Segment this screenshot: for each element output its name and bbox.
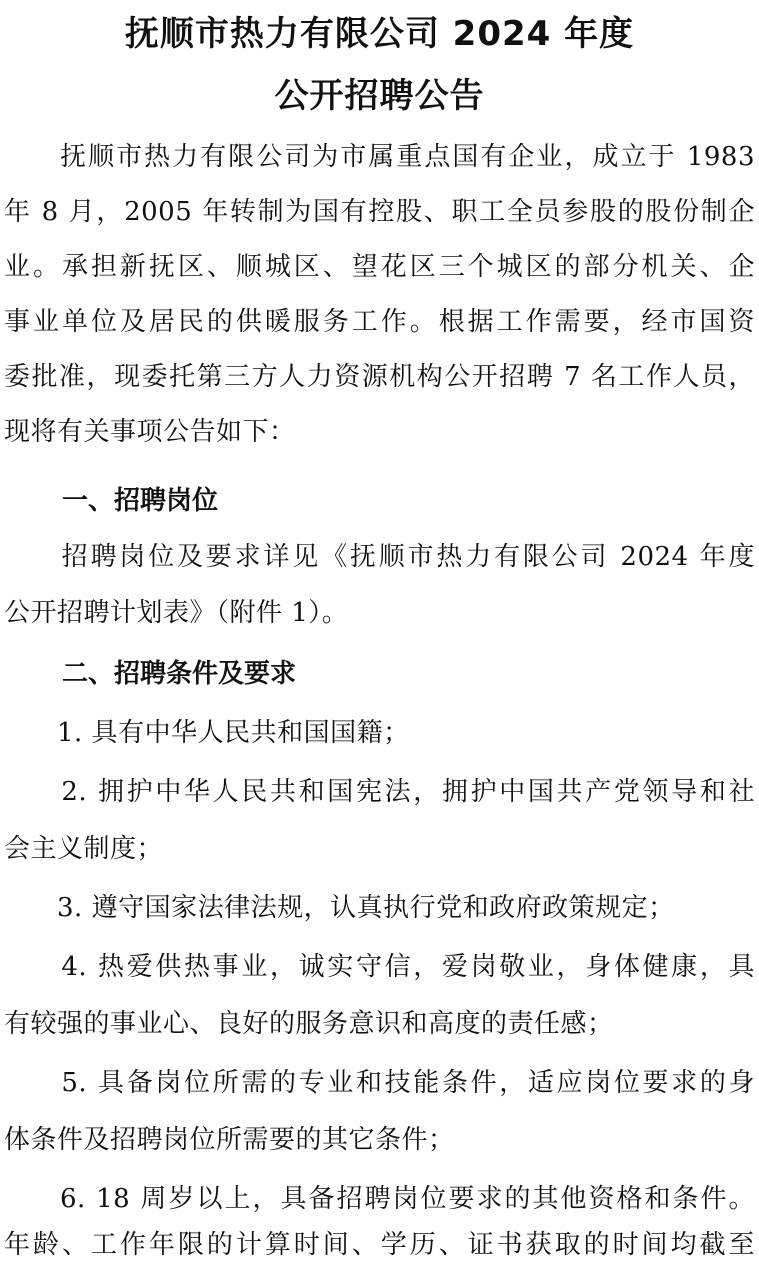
intro-line-6: 现将有关事项公告如下：	[4, 417, 296, 447]
requirement-4-line-2: 有较强的事业心、良好的服务意识和高度的责任感；	[4, 1009, 614, 1039]
section-heading-positions: 一、招聘岗位	[62, 486, 219, 516]
intro-line-3: 业。承担新抚区、顺城区、望花区三个城区的部分机关、企	[4, 252, 755, 282]
requirement-4-line-1: 4. 热爱供热事业，诚实守信，爱岗敬业，身体健康，具	[4, 952, 755, 982]
requirement-5-line-1: 5. 具备岗位所需的专业和技能条件，适应岗位要求的身	[4, 1068, 755, 1098]
requirement-3-line-1: 3. 遵守国家法律法规，认真执行党和政府政策规定；	[4, 893, 675, 923]
document-title-line-1: 抚顺市热力有限公司 2024 年度	[124, 14, 635, 54]
intro-line-4: 事业单位及居民的供暖服务工作。根据工作需要，经市国资	[4, 307, 755, 337]
requirement-6-line-2: 年龄、工作年限的计算时间、学历、证书获取的时间均截至	[4, 1230, 755, 1260]
requirement-5-line-2: 体条件及招聘岗位所需要的其它条件；	[4, 1125, 455, 1155]
requirement-1-line-1: 1. 具有中华人民共和国国籍；	[4, 718, 410, 748]
document-title-line-2: 公开招聘公告	[274, 76, 485, 116]
intro-line-1: 抚顺市热力有限公司为市属重点国有企业，成立于 1983	[4, 142, 755, 172]
requirement-6-line-1: 6. 18 周岁以上，具备招聘岗位要求的其他资格和条件。	[4, 1184, 755, 1214]
intro-line-5: 委批准，现委托第三方人力资源机构公开招聘 7 名工作人员，	[4, 362, 755, 392]
section-heading-requirements: 二、招聘条件及要求	[62, 659, 297, 689]
section1-line-1: 招聘岗位及要求详见《抚顺市热力有限公司 2024 年度	[4, 542, 755, 572]
requirement-2-line-2: 会主义制度；	[4, 834, 164, 864]
section1-line-2: 公开招聘计划表》（附件 1）。	[4, 598, 349, 628]
requirement-2-line-1: 2. 拥护中华人民共和国宪法，拥护中国共产党领导和社	[4, 777, 755, 807]
intro-line-2: 年 8 月，2005 年转制为国有控股、职工全员参股的股份制企	[4, 197, 755, 227]
